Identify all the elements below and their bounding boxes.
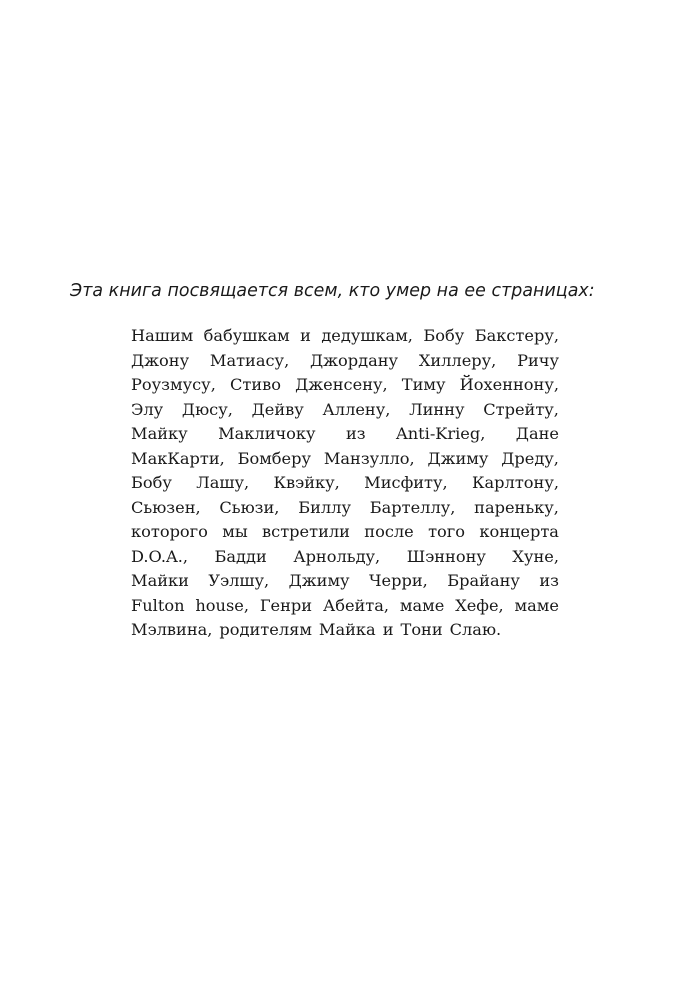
dedication-word: Абейта, (322, 595, 390, 615)
dedication-line (131, 447, 559, 472)
dedication-word: которого (131, 522, 208, 541)
dedication-word: Дане (515, 424, 559, 443)
dedication-word: Аллену, (322, 399, 391, 419)
dedication-line (131, 373, 559, 398)
dedication-word: Бомберу (237, 448, 312, 468)
dedication-word: Ричу (517, 350, 559, 370)
dedication-word: Стрейту, (483, 399, 559, 419)
dedication-word: Джону (131, 350, 190, 370)
dedication-word: Дженсену, (295, 375, 388, 394)
dedication-word: Бакстеру, (474, 326, 559, 345)
dedication-word: Сьюзен, (131, 497, 201, 517)
dedication-word: и (382, 620, 394, 639)
dedication-word: Уэлшу, (208, 571, 270, 590)
dedication-word: Fulton (131, 595, 185, 615)
dedication-word: Дейву (251, 399, 304, 419)
dedication-word: Бадди (214, 546, 267, 566)
dedication-word: Хефе, (455, 595, 504, 615)
dedication-word: Шэннону (406, 546, 486, 566)
dedication-line (131, 594, 559, 619)
dedication-word: маме (399, 595, 445, 615)
dedication-word: Тиму (401, 375, 446, 394)
epigraph: Эта книга посвящается всем, кто умер на ее страницах: (70, 281, 595, 301)
dedication-word: Черри, (369, 571, 428, 590)
dedication-word: Манзулло, (323, 448, 415, 468)
dedication-word: Брайану (447, 571, 520, 590)
dedication-word: house, (195, 595, 249, 615)
dedication-word: Джордану (309, 350, 399, 370)
dedication-word: того (428, 522, 466, 541)
dedication-line (131, 471, 559, 496)
dedication-word: Бобу (131, 473, 172, 492)
dedication-word: Биллу (298, 497, 351, 517)
dedication-word: Майку (131, 424, 188, 443)
dedication-word: Anti-Krieg, (396, 424, 486, 443)
dedication-word: Нашим (131, 326, 194, 345)
dedication-word: и (300, 326, 311, 345)
dedication-word: пареньку, (474, 497, 559, 517)
dedication-word: Мэлвина, (131, 620, 213, 639)
dedication-line (131, 324, 559, 349)
dedication-word: Стиво (229, 375, 281, 394)
dedication-line (131, 349, 559, 374)
dedication-line (131, 496, 559, 521)
dedication-word: дедушкам, (321, 326, 413, 345)
dedication-word: Генри (259, 595, 313, 615)
dedication-word: Сьюзи, (219, 497, 280, 517)
dedication-word: из (345, 424, 366, 443)
dedication-word: Бартеллу, (369, 497, 456, 517)
dedication-line (131, 520, 559, 545)
dedication-word: концерта (479, 522, 559, 541)
dedication-line (131, 618, 559, 643)
dedication-word: МакКарти, (131, 448, 225, 468)
dedication-word: Джиму (427, 448, 489, 468)
dedication-word: после (364, 522, 414, 541)
dedication-word: D.O.A., (131, 546, 188, 566)
dedication-word: Элу (131, 399, 164, 419)
dedication-line (131, 398, 559, 423)
dedication-word: Карлтону, (472, 473, 559, 492)
dedication-word: Майки (131, 571, 189, 590)
dedication-word: бабушкам (203, 326, 290, 345)
dedication-word: Лашу, (196, 473, 250, 492)
dedication-word: Бобу (423, 326, 465, 345)
dedication-word: Хуне, (512, 546, 559, 566)
dedication-word: мы (222, 522, 248, 541)
dedication-word: Йохеннону, (459, 375, 559, 394)
dedication-word: маме (514, 595, 559, 615)
dedication-word: Мисфиту, (364, 473, 448, 492)
dedication-word: Майка (318, 620, 376, 639)
dedication-word: Тони (400, 620, 443, 639)
dedication-text (131, 324, 559, 643)
dedication-word: Хиллеру, (418, 350, 497, 370)
dedication-word: Макличоку (218, 424, 316, 443)
dedication-word: Слаю. (449, 620, 502, 639)
dedication-word: Дреду, (501, 448, 559, 468)
dedication-word: Джиму (288, 571, 350, 590)
dedication-word: Арнольду, (293, 546, 381, 566)
dedication-word: Роузмусу, (131, 375, 216, 394)
dedication-word: Матиасу, (209, 350, 290, 370)
dedication-word: Дюсу, (181, 399, 233, 419)
dedication-word: родителям (219, 620, 312, 639)
dedication-line (131, 545, 559, 570)
dedication-word: из (539, 571, 559, 590)
dedication-word: Линну (409, 399, 465, 419)
dedication-word: Квэйку, (273, 473, 340, 492)
dedication-line (131, 569, 559, 594)
dedication-word: встретили (262, 522, 350, 541)
dedication-line (131, 422, 559, 447)
